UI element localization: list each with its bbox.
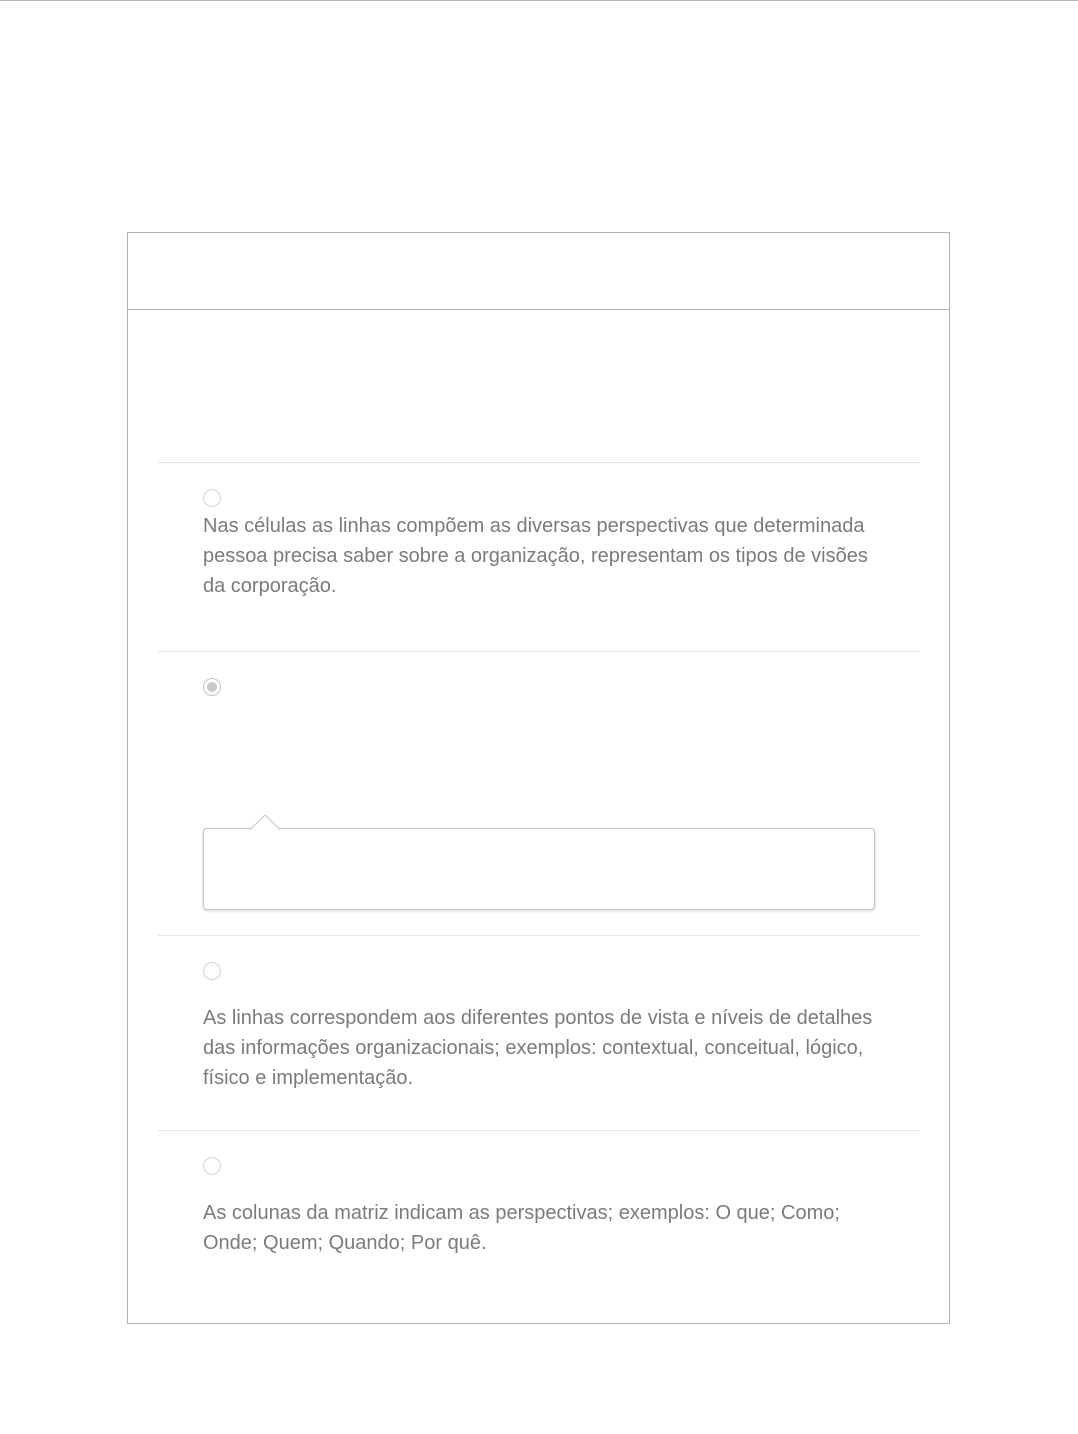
answer-option-2[interactable] [158,651,920,935]
option-1-text: Nas células as linhas compõem as diversas perspectivas que determinada pessoa precisa saber sobre a organização, representam os tipos de visões da corporação. [203,515,868,597]
option-2-radio-selected[interactable] [203,678,221,696]
top-divider [0,0,1078,1]
option-4-radio[interactable] [203,1157,221,1175]
feedback-popover [203,828,875,910]
question-header [128,233,949,310]
question-card [127,232,950,1324]
answer-option-1[interactable] [158,462,920,651]
answer-option-4[interactable] [158,1130,920,1290]
answer-option-3[interactable] [158,935,920,1130]
option-4-text: As colunas da matriz indicam as perspectivas; exemplos: O que; Como; Onde; Quem; Quando; Por quê. [203,1202,840,1254]
option-3-radio[interactable] [203,962,221,980]
option-3-text: As linhas correspondem aos diferentes pontos de vista e níveis de detalhes das informações organizacionais; exemplos: contextual, conceitual, lógico, físico e implementação. [203,1007,873,1089]
option-1-radio[interactable] [203,489,221,507]
popover-arrow [250,814,280,830]
